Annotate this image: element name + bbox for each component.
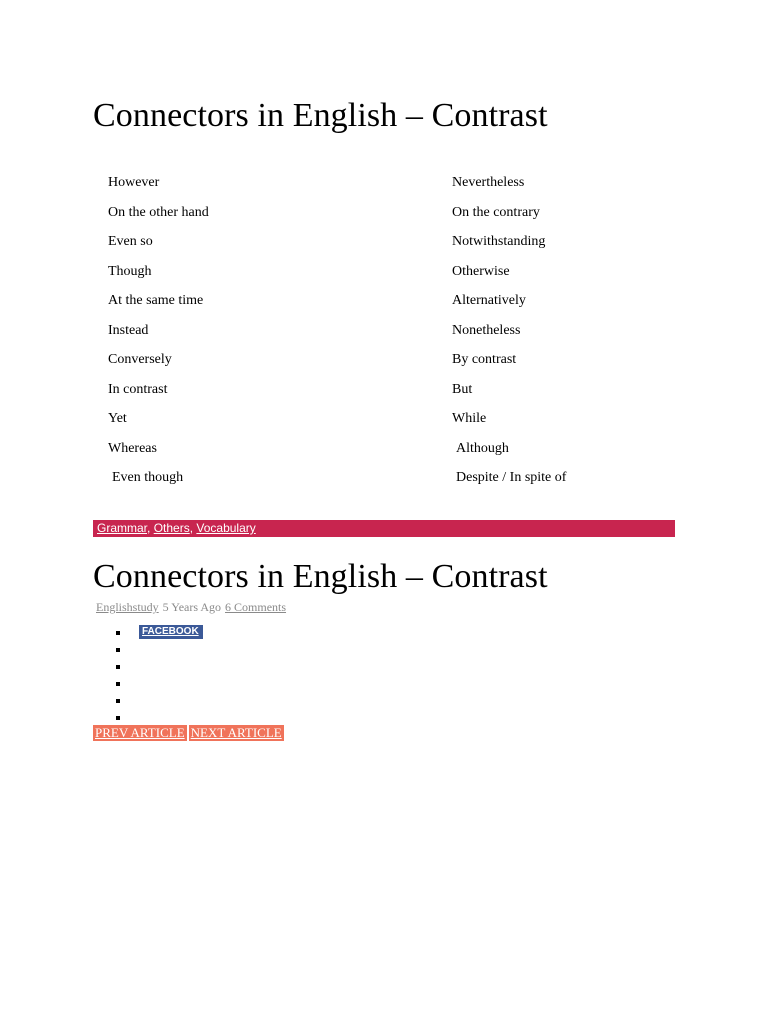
bullet-icon xyxy=(116,648,120,652)
connector-right: Nevertheless xyxy=(452,175,525,190)
connector-right: Although xyxy=(456,440,509,456)
connector-left: Instead xyxy=(108,322,149,338)
bullet-icon xyxy=(116,665,120,669)
category-separator: , xyxy=(147,521,154,535)
facebook-share-button[interactable]: FACEBOOK xyxy=(139,625,203,639)
connector-left: On the other hand xyxy=(108,204,209,220)
connector-left: Though xyxy=(108,263,152,279)
connector-row xyxy=(108,232,668,262)
category-links xyxy=(93,521,256,535)
article-title: Connectors in English – Contrast xyxy=(93,97,548,134)
connector-right: On the contrary xyxy=(452,204,540,220)
connector-right: Despite / In spite of xyxy=(456,470,567,485)
connector-row xyxy=(108,321,668,351)
post-age: 5 Years Ago xyxy=(162,600,222,614)
connector-left: At the same time xyxy=(108,293,204,308)
connector-right: Alternatively xyxy=(452,293,526,308)
comments-link[interactable]: 6 Comments xyxy=(225,600,287,614)
category-bar xyxy=(93,520,675,537)
connector-row xyxy=(108,350,668,380)
connector-left: In contrast xyxy=(108,381,168,397)
connector-row xyxy=(108,262,668,292)
category-link-grammar[interactable]: Grammar xyxy=(97,521,148,535)
connector-right: Otherwise xyxy=(452,263,510,279)
connector-row xyxy=(108,203,668,233)
prev-article-button[interactable]: PREV ARTICLE xyxy=(95,725,185,740)
connector-right: Notwithstanding xyxy=(452,234,546,249)
connector-row xyxy=(108,468,668,498)
connectors-table xyxy=(108,173,668,498)
bullet-icon xyxy=(116,699,120,703)
connector-left: Even so xyxy=(108,234,153,249)
bullet-icon xyxy=(116,716,120,720)
connector-row xyxy=(108,291,668,321)
connector-row xyxy=(108,439,668,469)
connector-right: By contrast xyxy=(452,352,517,367)
bullet-icon xyxy=(116,682,120,686)
category-link-others[interactable]: Others xyxy=(153,521,190,535)
connector-left: Yet xyxy=(108,411,127,426)
category-link-vocabulary[interactable]: Vocabulary xyxy=(196,521,256,535)
connector-row xyxy=(108,409,668,439)
connector-row xyxy=(108,173,668,203)
post-title: Connectors in English – Contrast xyxy=(93,558,548,595)
connector-left: However xyxy=(108,175,160,190)
author-link[interactable]: Englishstudy xyxy=(96,600,159,614)
connector-left: Whereas xyxy=(108,440,157,456)
bullet-icon xyxy=(116,631,120,635)
connector-right: Nonetheless xyxy=(452,322,521,338)
connector-right: While xyxy=(452,411,487,426)
connector-left: Even though xyxy=(112,470,184,485)
category-separator: , xyxy=(189,521,197,535)
connector-left: Conversely xyxy=(108,352,172,367)
article-nav xyxy=(93,725,284,741)
connector-row xyxy=(108,380,668,410)
connector-right: But xyxy=(452,381,473,397)
next-article-button[interactable]: NEXT ARTICLE xyxy=(190,725,282,740)
post-meta xyxy=(96,599,286,615)
